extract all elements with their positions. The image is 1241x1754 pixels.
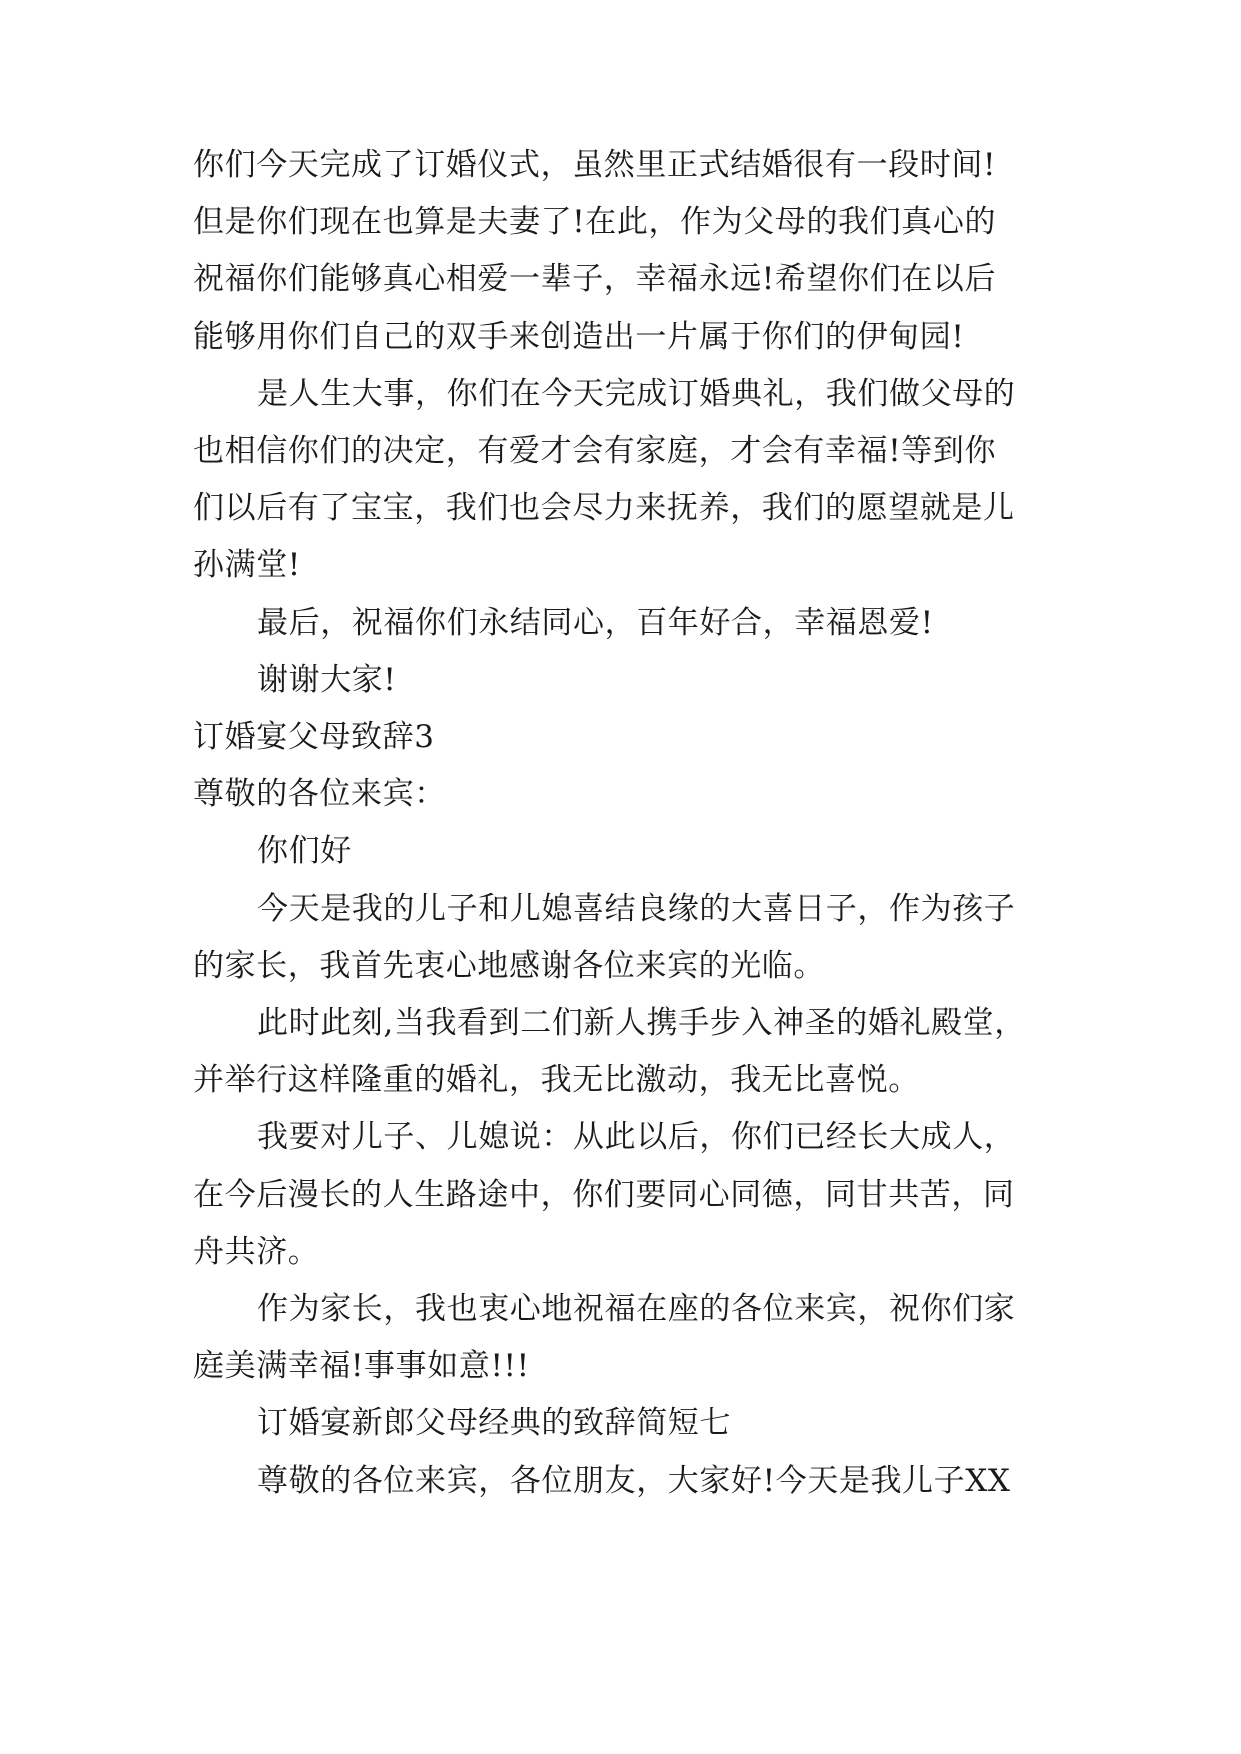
salutation: 尊敬的各位来宾： [193,776,446,812]
paragraph-start: 此时此刻,当我看到二们新人携手步入神圣的婚礼殿堂， [257,1005,1026,1041]
text-line: 的家长，我首先衷心地感谢各位来宾的光临。 [193,948,825,984]
text-line: 但是你们现在也算是夫妻了!在此，作为父母的我们真心的 [193,204,997,240]
text-line: 也相信你们的决定，有爱才会有家庭，才会有幸福!等到你 [193,433,997,469]
paragraph-start: 是人生大事，你们在今天完成订婚典礼，我们做父母的 [257,376,1016,412]
section-heading: 订婚宴新郎父母经典的致辞简短七 [257,1405,731,1441]
paragraph-start: 你们好 [257,833,352,869]
text-line: 能够用你们自己的双手来创造出一片属于你们的伊甸园! [193,319,965,355]
section-heading: 订婚宴父母致辞3 [193,719,435,755]
paragraph-start: 尊敬的各位来宾，各位朋友，大家好!今天是我儿子XX [257,1463,1011,1499]
text-line: 们以后有了宝宝，我们也会尽力来抚养，我们的愿望就是儿 [193,490,1015,526]
text-line: 在今后漫长的人生路途中，你们要同心同德，同甘共苦，同 [193,1177,1015,1213]
paragraph-start: 最后，祝福你们永结同心，百年好合，幸福恩爱! [257,605,934,641]
paragraph-start: 谢谢大家! [257,662,397,698]
text-line: 孙满堂! [193,547,301,583]
text-line: 并举行这样隆重的婚礼，我无比激动，我无比喜悦。 [193,1062,920,1098]
text-line: 祝福你们能够真心相爱一辈子，幸福永远!希望你们在以后 [193,261,997,297]
text-line: 庭美满幸福!事事如意!!! [193,1348,530,1384]
paragraph-start: 作为家长，我也衷心地祝福在座的各位来宾，祝你们家 [257,1291,1016,1327]
text-line: 舟共济。 [193,1234,320,1270]
paragraph-start: 我要对儿子、儿媳说：从此以后，你们已经长大成人， [257,1119,1016,1155]
paragraph-start: 今天是我的儿子和儿媳喜结良缘的大喜日子，作为孩子 [257,891,1016,927]
text-line: 你们今天完成了订婚仪式，虽然里正式结婚很有一段时间! [193,147,997,183]
